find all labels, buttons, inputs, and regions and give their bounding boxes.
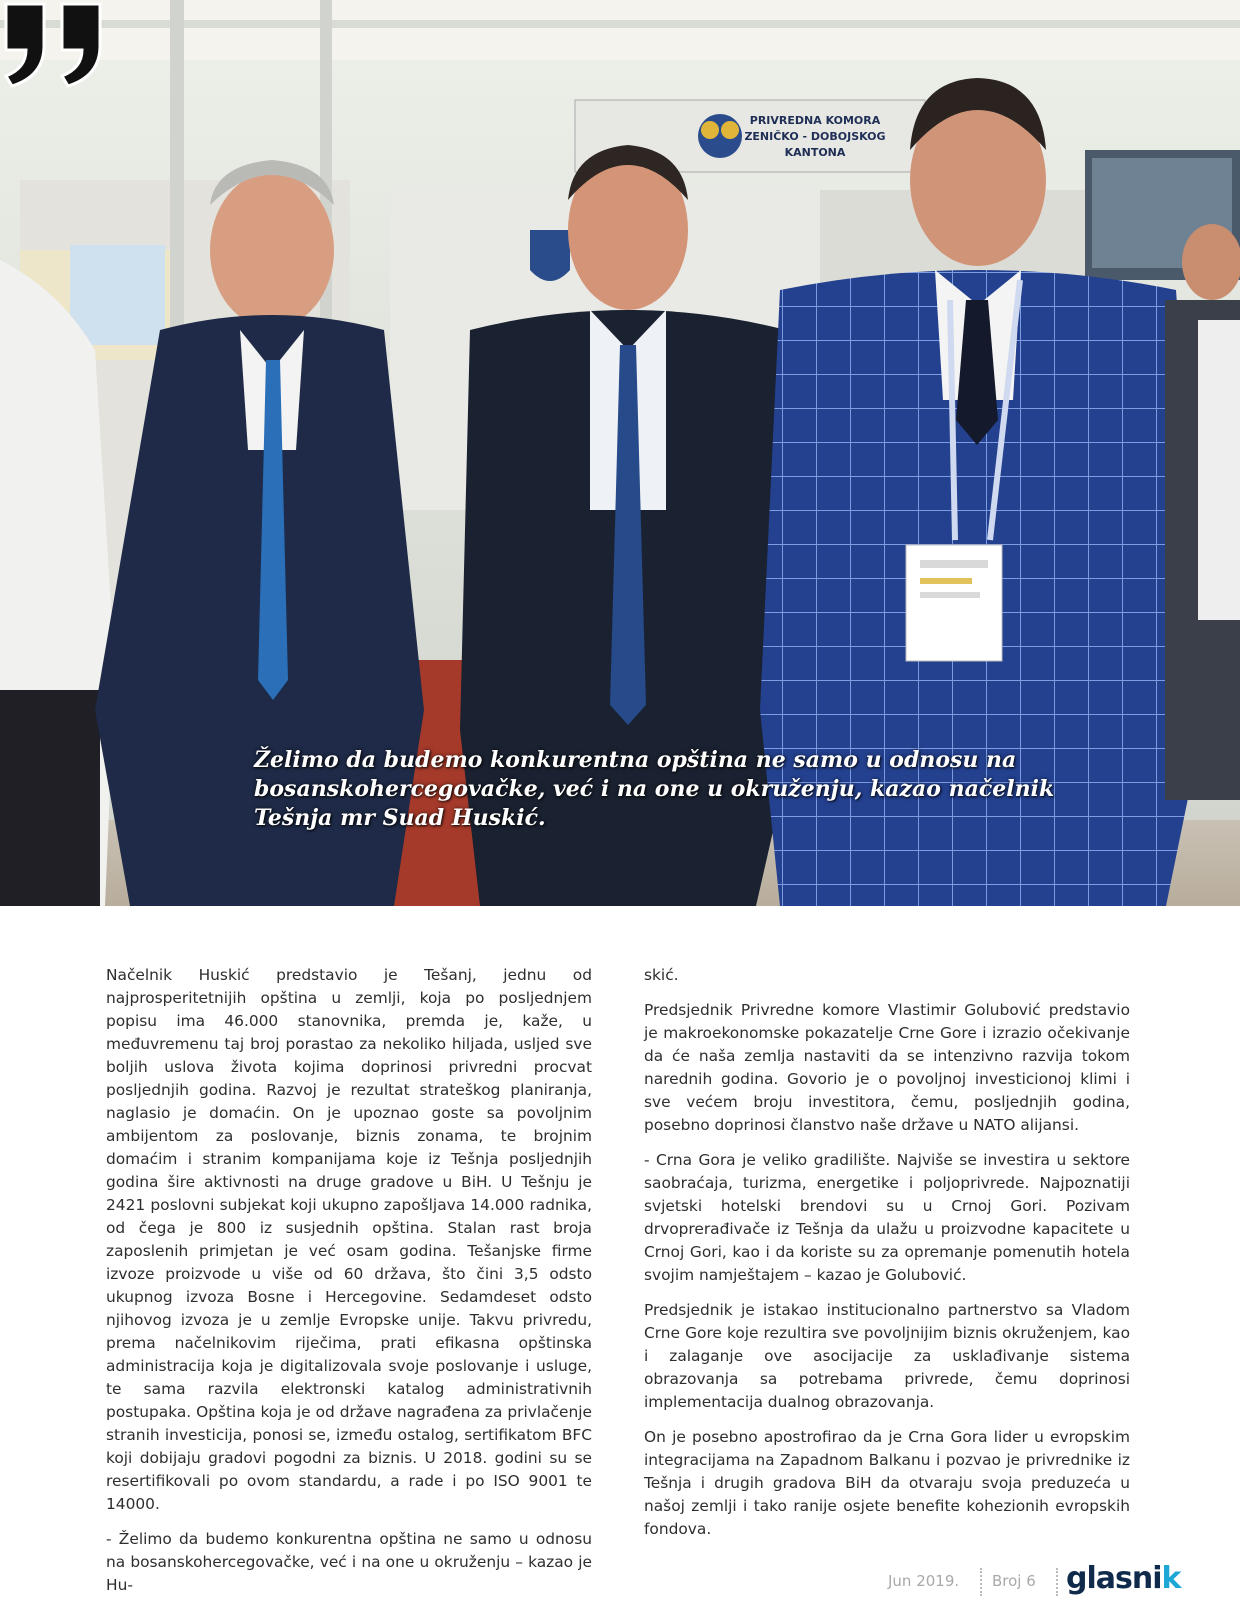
article-paragraph: - Crna Gora je veliko gradilište. Najviše se investira u sektore saobraćaja, turizma, energetike i poljoprivrede. Najpoznatiji svjetski hotelski brendovi su u Crnoj Gori. Pozivam drvoprerađivače iz Tešnja da ulažu u proizvodne kapacitete u Crnoj Gori, kao i da koriste su za opremanje pomenutih hotela svojim namještajem – kazao je Golubović.	[644, 1151, 1130, 1284]
booth-sign-line3: KANTONA	[784, 146, 846, 159]
article-column-left	[106, 964, 592, 1609]
article-paragraph: On je posebno apostrofirao da je Crna Gora lider u evropskim integracijama na Zapadnom Balkanu i pozvao je privrednike iz Tešnja i drugih gradova BiH da otvaraju svoja preduzeća u našoj zemlji i tako ranije osjete benefite kohezionih evropskih fondova.	[644, 1428, 1130, 1538]
issue-date: Jun 2019.	[888, 1572, 960, 1590]
logo-main: glasni	[1066, 1561, 1162, 1596]
pull-quote-line: bosanskohercegovačke, već i na one u okruženju, kazao načelnik	[254, 776, 1055, 802]
footer-divider	[1056, 1568, 1059, 1596]
booth-sign-line2: ZENIČKO - DOBOJSKOG	[744, 130, 886, 143]
pull-quote	[254, 746, 1054, 833]
article-paragraph: Predsjednik Privredne komore Vlastimir Golubović predstavio je makroekonomske pokazatelje Crne Gore i izrazio očekivanje da će naša zemlja nastaviti da se intenzivno razvija tokom narednih godina. Govorio je o povoljnoj investicionoj klimi i sve većem broju investitora, čemu, posljednjih godina, posebno doprinosi članstvo naše države u NATO alijansi.	[644, 1001, 1130, 1134]
article-paragraph: Načelnik Huskić predstavio je Tešanj, jednu od najprosperitetnijih opština u zemlji, koja po posljednjem popisu ima 46.000 stanovnika, premda je, kaže, u međuvremenu taj broj porastao za nekoliko hiljada, usljed sve boljih uslova života kojima doprinosi privredni procvat posljednjih godina. Razvoj je rezultat strateškog planiranja, naglasio je domaćin. On je upoznao goste sa povoljnim ambijentom za poslovanje, biznis zonama, te brojnim domaćim i stranim kompanijama koje iz Tešnja posljednjih godina šire aktivnosti na druge gradove u BiH. U Tešnju je 2421 poslovni subjekat koji ukupno zapošljava 14.000 radnika, od čega je 800 iz susjednih opština. Stalan rast broja zaposlenih primjetan je već osam godina. Tešanjske firme izvoze proizvode u više od 60 država, što čini 3,5 odsto ukupnog izvoza Bosne i Hercegovine. Sedamdeset odsto njihovog izvoza je u zemlje Evropske unije. Takvu privredu, prema načelnikovim riječima, prati efikasna opštinska administracija koja je digitalizovala svoje poslovanje i usluge, te sama razvila elektronski katalog administrativnih postupaka. Opština koja je od države nagrađena za privlačenje stranih investicija, ponosi se, između ostalog, sertifikatom BFC koji dobijaju gradovi pogodni za biznis. U 2018. godini su se resertifikovali po ovom standardu, a rade i po ISO 9001 te 14000.	[106, 966, 592, 1513]
article-paragraph: Predsjednik je istakao institucionalno partnerstvo sa Vladom Crne Gore koje rezultira sve povoljnijim biznis okruženjem, kao i zalaganje ove asocijacije za usklađivanje sistema obrazovanja sa potrebama privrede, čemu doprinosi implementacija dualnog obrazovanja.	[644, 1301, 1130, 1411]
double-quote-icon	[0, 0, 110, 90]
booth-sign-line1: PRIVREDNA KOMORA	[749, 114, 881, 127]
issue-number: Broj 6	[992, 1572, 1036, 1590]
pull-quote-line: Tešnja mr Suad Huskić.	[254, 805, 546, 831]
pull-quote-line: Želimo da budemo konkurentna opština ne samo u odnosu na	[254, 747, 1017, 773]
logo-accent: k	[1161, 1561, 1181, 1596]
glasnik-logo	[1066, 1561, 1180, 1595]
article-column-right	[644, 964, 1130, 1553]
article-paragraph: skić.	[644, 966, 679, 984]
article-paragraph: - Želimo da budemo konkurentna opština ne samo u odnosu na bosanskohercegovačke, već i na one u okruženju – kazao je Hu-	[106, 1530, 592, 1594]
footer-divider	[980, 1568, 983, 1596]
